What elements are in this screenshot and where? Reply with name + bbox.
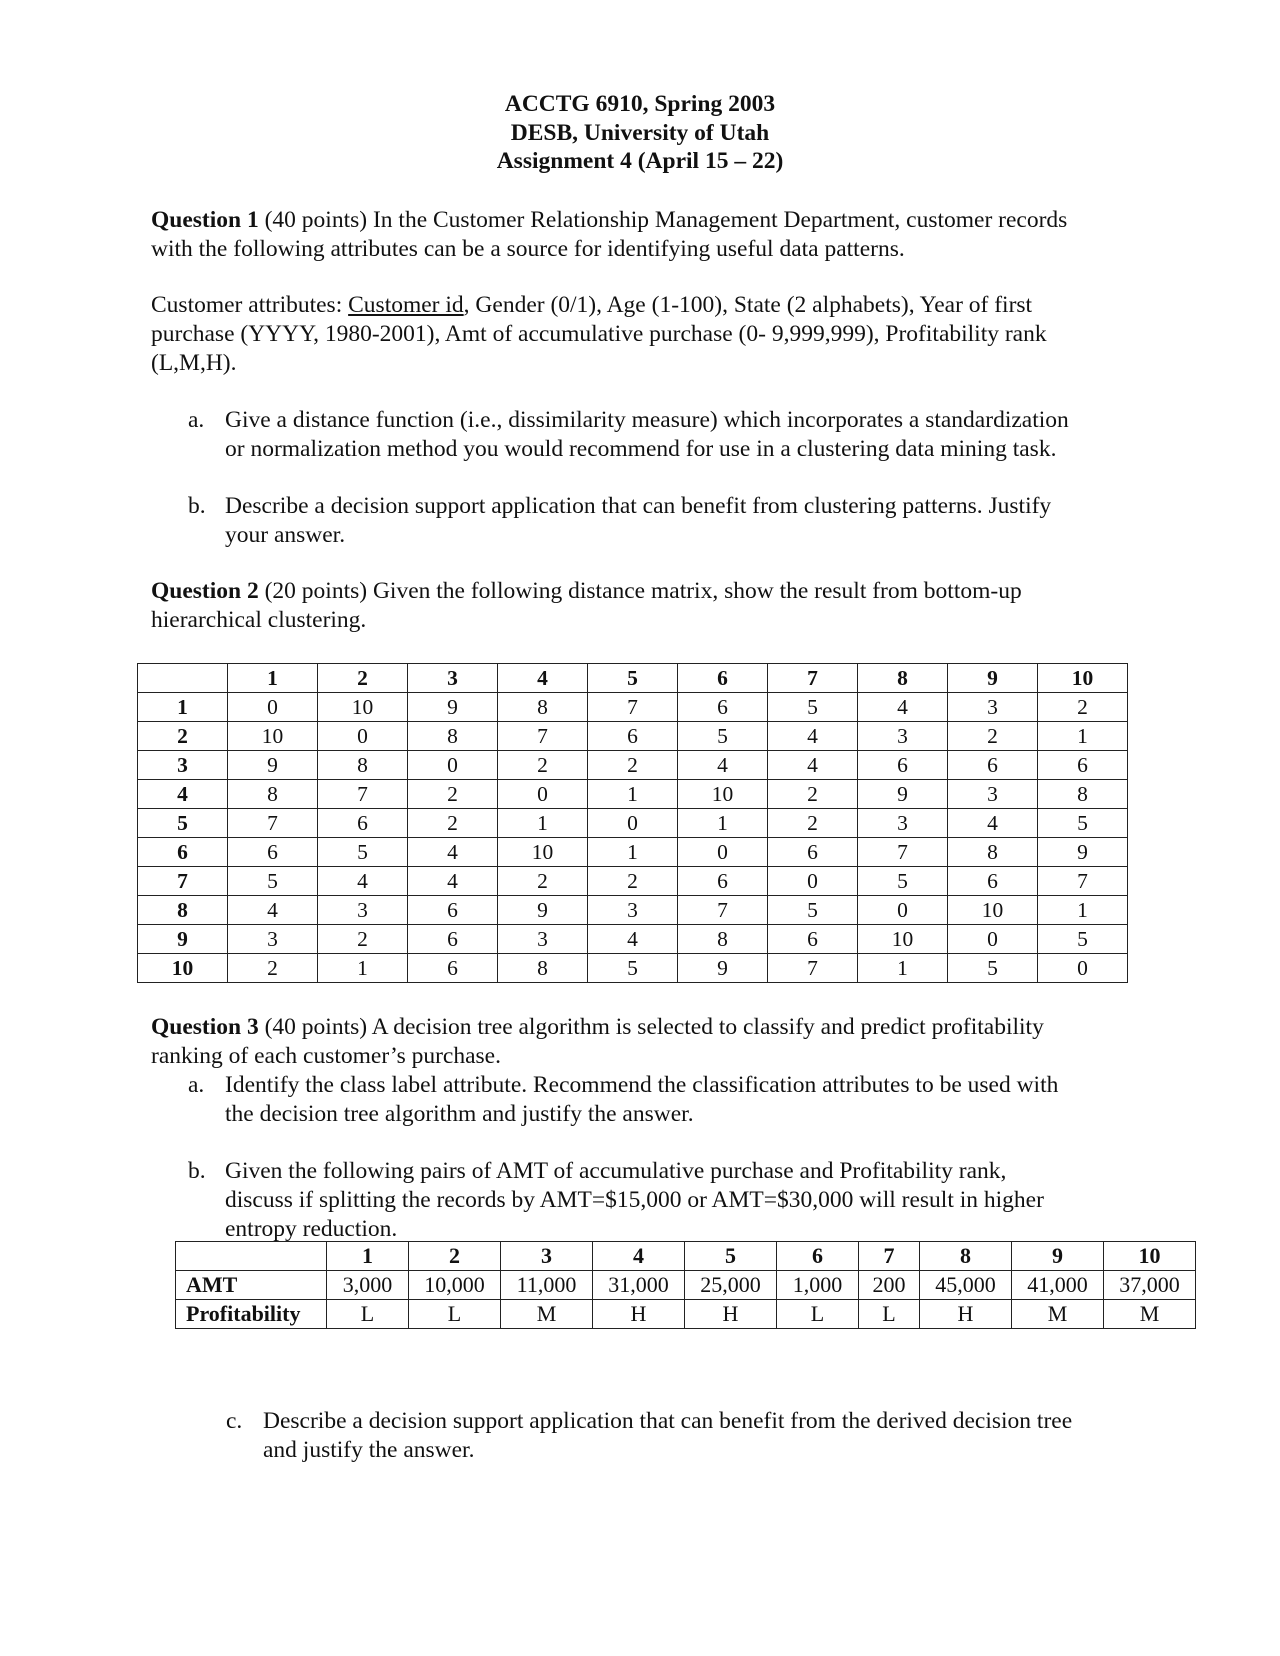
question-3-text: (40 points) A decision tree algorithm is selected to classify and predict profitability — [258, 1014, 1044, 1040]
question-1-text-2: with the following attributes can be a source for identifying useful data patterns. — [151, 236, 905, 262]
matrix-col-header: 10 — [1038, 664, 1128, 693]
matrix-row — [138, 722, 1128, 751]
matrix-cell: 7 — [858, 838, 948, 867]
matrix-row-header: 7 — [138, 867, 228, 896]
matrix-row — [138, 780, 1128, 809]
q3-part-a-marker: a. — [188, 1072, 205, 1098]
matrix-cell: 1 — [1038, 722, 1128, 751]
amt-cell: 1,000 — [777, 1271, 859, 1300]
q3-part-c-line-1: Describe a decision support application that can benefit from the derived decision tree — [263, 1408, 1073, 1434]
matrix-cell: 0 — [948, 925, 1038, 954]
amt-cell: 37,000 — [1104, 1271, 1196, 1300]
matrix-cell: 0 — [1038, 954, 1128, 983]
question-2-label: Question 2 — [151, 578, 259, 604]
amt-row-label: AMT — [176, 1271, 327, 1300]
matrix-cell: 2 — [768, 780, 858, 809]
matrix-cell: 5 — [948, 954, 1038, 983]
matrix-row — [138, 954, 1128, 983]
matrix-row-header: 5 — [138, 809, 228, 838]
document-header — [0, 90, 1280, 176]
matrix-row-header: 6 — [138, 838, 228, 867]
matrix-cell: 10 — [678, 780, 768, 809]
matrix-row-header: 4 — [138, 780, 228, 809]
matrix-cell: 10 — [498, 838, 588, 867]
matrix-cell: 6 — [948, 751, 1038, 780]
matrix-cell: 2 — [498, 751, 588, 780]
matrix-cell: 3 — [498, 925, 588, 954]
matrix-row-header: 9 — [138, 925, 228, 954]
matrix-cell: 4 — [408, 867, 498, 896]
matrix-cell: 6 — [588, 722, 678, 751]
matrix-cell: 2 — [588, 751, 678, 780]
matrix-cell: 7 — [1038, 867, 1128, 896]
matrix-row-header: 2 — [138, 722, 228, 751]
matrix-col-header: 9 — [948, 664, 1038, 693]
amt-col-header: 4 — [593, 1242, 685, 1271]
matrix-cell: 3 — [858, 722, 948, 751]
matrix-cell: 10 — [858, 925, 948, 954]
matrix-cell: 6 — [408, 925, 498, 954]
matrix-cell: 7 — [318, 780, 408, 809]
matrix-cell: 8 — [498, 954, 588, 983]
matrix-cell: 2 — [318, 925, 408, 954]
part-a-line-2: or normalization method you would recommend for use in a clustering data mining task. — [225, 436, 1057, 462]
amt-col-header: 8 — [920, 1242, 1012, 1271]
profitability-cell: H — [593, 1300, 685, 1329]
amt-cell: 200 — [859, 1271, 920, 1300]
amt-cell: 45,000 — [920, 1271, 1012, 1300]
matrix-cell: 8 — [318, 751, 408, 780]
profitability-cell: M — [501, 1300, 593, 1329]
matrix-cell: 2 — [408, 780, 498, 809]
matrix-cell: 1 — [1038, 896, 1128, 925]
question-3-intro — [151, 1013, 1151, 1071]
customer-attributes — [151, 291, 1151, 378]
attributes-text: , Gender (0/1), Age (1-100), State (2 alphabets), Year of first — [463, 292, 1033, 318]
matrix-cell: 9 — [408, 693, 498, 722]
part-b-marker: b. — [188, 493, 206, 519]
matrix-cell: 6 — [858, 751, 948, 780]
matrix-cell: 10 — [228, 722, 318, 751]
matrix-cell: 8 — [498, 693, 588, 722]
matrix-cell: 4 — [678, 751, 768, 780]
matrix-cell: 7 — [588, 693, 678, 722]
part-a-marker: a. — [188, 407, 205, 433]
matrix-cell: 9 — [228, 751, 318, 780]
question-3-label: Question 3 — [151, 1014, 259, 1040]
amt-header-row — [176, 1242, 1196, 1271]
q3-part-b-line-3: entropy reduction. — [225, 1216, 398, 1242]
matrix-cell: 5 — [1038, 809, 1128, 838]
matrix-col-header: 3 — [408, 664, 498, 693]
matrix-row — [138, 925, 1128, 954]
amt-cell: 10,000 — [409, 1271, 501, 1300]
matrix-row — [138, 896, 1128, 925]
matrix-cell: 4 — [768, 751, 858, 780]
matrix-row-header: 10 — [138, 954, 228, 983]
matrix-cell: 2 — [498, 867, 588, 896]
amt-row — [176, 1271, 1196, 1300]
profitability-cell: L — [859, 1300, 920, 1329]
part-b-line-2: your answer. — [225, 522, 346, 548]
profitability-cell: L — [327, 1300, 409, 1329]
amt-col-header: 10 — [1104, 1242, 1196, 1271]
matrix-col-header: 5 — [588, 664, 678, 693]
profitability-row-label: Profitability — [176, 1300, 327, 1329]
profitability-row — [176, 1300, 1196, 1329]
amt-col-header: 3 — [501, 1242, 593, 1271]
amt-cell: 31,000 — [593, 1271, 685, 1300]
matrix-row — [138, 838, 1128, 867]
question-2-intro — [151, 577, 1151, 635]
amt-cell: 11,000 — [501, 1271, 593, 1300]
profitability-cell: M — [1104, 1300, 1196, 1329]
matrix-cell: 2 — [408, 809, 498, 838]
matrix-cell: 3 — [858, 809, 948, 838]
matrix-cell: 7 — [498, 722, 588, 751]
institution: DESB, University of Utah — [510, 119, 770, 146]
part-a-line-1: Give a distance function (i.e., dissimilarity measure) which incorporates a standardization — [225, 407, 1069, 433]
matrix-cell: 6 — [1038, 751, 1128, 780]
matrix-cell: 2 — [588, 867, 678, 896]
q3-part-b-line-2: discuss if splitting the records by AMT=$15,000 or AMT=$30,000 will result in higher — [225, 1187, 1044, 1213]
matrix-cell: 8 — [678, 925, 768, 954]
matrix-cell: 0 — [858, 896, 948, 925]
matrix-cell: 4 — [768, 722, 858, 751]
matrix-cell: 2 — [768, 809, 858, 838]
matrix-cell: 3 — [588, 896, 678, 925]
matrix-cell: 5 — [588, 954, 678, 983]
matrix-cell: 5 — [768, 896, 858, 925]
matrix-cell: 9 — [858, 780, 948, 809]
matrix-cell: 9 — [498, 896, 588, 925]
attributes-text-3: (L,M,H). — [151, 350, 237, 376]
matrix-cell: 8 — [948, 838, 1038, 867]
q3-part-a-line-1: Identify the class label attribute. Recommend the classification attributes to be used with — [225, 1072, 1059, 1098]
matrix-col-header: 7 — [768, 664, 858, 693]
matrix-row-header: 3 — [138, 751, 228, 780]
matrix-cell: 4 — [228, 896, 318, 925]
matrix-cell: 6 — [408, 896, 498, 925]
matrix-cell: 6 — [678, 867, 768, 896]
q3-part-c-marker: c. — [226, 1408, 243, 1434]
matrix-cell: 5 — [768, 693, 858, 722]
distance-matrix — [137, 663, 1128, 983]
matrix-cell: 0 — [768, 867, 858, 896]
matrix-cell: 0 — [318, 722, 408, 751]
matrix-cell: 10 — [948, 896, 1038, 925]
matrix-cell: 6 — [768, 925, 858, 954]
matrix-cell: 0 — [408, 751, 498, 780]
matrix-cell: 4 — [588, 925, 678, 954]
amt-col-header: 7 — [859, 1242, 920, 1271]
matrix-col-header: 8 — [858, 664, 948, 693]
profitability-cell: H — [685, 1300, 777, 1329]
profitability-cell: L — [409, 1300, 501, 1329]
matrix-header-row — [138, 664, 1128, 693]
course-title: ACCTG 6910, Spring 2003 — [504, 91, 776, 117]
matrix-col-header: 2 — [318, 664, 408, 693]
matrix-cell: 3 — [318, 896, 408, 925]
q3-part-b-marker: b. — [188, 1158, 206, 1184]
attributes-prefix: Customer attributes: — [151, 292, 349, 318]
matrix-cell: 5 — [678, 722, 768, 751]
matrix-cell: 6 — [408, 954, 498, 983]
matrix-cell: 0 — [498, 780, 588, 809]
profitability-cell: M — [1012, 1300, 1104, 1329]
matrix-cell: 1 — [498, 809, 588, 838]
matrix-cell: 7 — [678, 896, 768, 925]
part-b-line-1: Describe a decision support application that can benefit from clustering patterns. Justify — [225, 493, 1052, 519]
matrix-cell: 5 — [858, 867, 948, 896]
amt-col-header: 2 — [409, 1242, 501, 1271]
matrix-col-header: 6 — [678, 664, 768, 693]
matrix-cell: 4 — [858, 693, 948, 722]
amt-col-header: 5 — [685, 1242, 777, 1271]
q3-part-c-line-2: and justify the answer. — [263, 1437, 475, 1463]
matrix-cell: 5 — [1038, 925, 1128, 954]
matrix-cell: 6 — [768, 838, 858, 867]
amt-profitability-table — [175, 1241, 1196, 1329]
amt-col-header: 9 — [1012, 1242, 1104, 1271]
amt-corner — [176, 1242, 327, 1271]
matrix-corner — [138, 664, 228, 693]
matrix-cell: 7 — [228, 809, 318, 838]
question-1-intro — [151, 206, 1151, 264]
matrix-cell: 8 — [228, 780, 318, 809]
matrix-cell: 2 — [1038, 693, 1128, 722]
matrix-row — [138, 693, 1128, 722]
matrix-row — [138, 867, 1128, 896]
matrix-row — [138, 751, 1128, 780]
matrix-cell: 6 — [678, 693, 768, 722]
matrix-cell: 2 — [948, 722, 1038, 751]
question-1-label: Question 1 — [151, 207, 259, 233]
matrix-cell: 6 — [948, 867, 1038, 896]
matrix-cell: 4 — [408, 838, 498, 867]
attributes-text-2: purchase (YYYY, 1980-2001), Amt of accumulative purchase (0- 9,999,999), Profitability rank — [151, 321, 1047, 347]
matrix-cell: 2 — [228, 954, 318, 983]
matrix-cell: 8 — [408, 722, 498, 751]
matrix-cell: 5 — [318, 838, 408, 867]
matrix-cell: 9 — [1038, 838, 1128, 867]
matrix-cell: 7 — [768, 954, 858, 983]
amt-cell: 3,000 — [327, 1271, 409, 1300]
q3-part-a-line-2: the decision tree algorithm and justify the answer. — [225, 1101, 694, 1127]
question-2-text: (20 points) Given the following distance matrix, show the result from bottom-up — [258, 578, 1022, 604]
matrix-cell: 8 — [1038, 780, 1128, 809]
question-3-text-2: ranking of each customer’s purchase. — [151, 1043, 501, 1069]
matrix-cell: 6 — [228, 838, 318, 867]
question-2-text-2: hierarchical clustering. — [151, 607, 367, 633]
amt-cell: 41,000 — [1012, 1271, 1104, 1300]
matrix-row-header: 1 — [138, 693, 228, 722]
profitability-cell: H — [920, 1300, 1012, 1329]
matrix-cell: 1 — [588, 838, 678, 867]
attributes-key: Customer id — [348, 292, 464, 318]
matrix-cell: 5 — [228, 867, 318, 896]
amt-col-header: 6 — [777, 1242, 859, 1271]
assignment-title: Assignment 4 (April 15 – 22) — [496, 148, 784, 174]
matrix-cell: 0 — [588, 809, 678, 838]
matrix-cell: 0 — [678, 838, 768, 867]
matrix-col-header: 1 — [228, 664, 318, 693]
matrix-cell: 9 — [678, 954, 768, 983]
matrix-cell: 1 — [318, 954, 408, 983]
matrix-cell: 10 — [318, 693, 408, 722]
matrix-row — [138, 809, 1128, 838]
matrix-cell: 1 — [588, 780, 678, 809]
matrix-cell: 4 — [948, 809, 1038, 838]
q3-part-b-line-1: Given the following pairs of AMT of accumulative purchase and Profitability rank, — [225, 1158, 1007, 1184]
profitability-cell: L — [777, 1300, 859, 1329]
matrix-cell: 1 — [678, 809, 768, 838]
matrix-cell: 3 — [948, 693, 1038, 722]
matrix-cell: 4 — [318, 867, 408, 896]
matrix-cell: 1 — [858, 954, 948, 983]
matrix-cell: 3 — [948, 780, 1038, 809]
matrix-row-header: 8 — [138, 896, 228, 925]
matrix-col-header: 4 — [498, 664, 588, 693]
amt-cell: 25,000 — [685, 1271, 777, 1300]
matrix-cell: 0 — [228, 693, 318, 722]
question-1-text: (40 points) In the Customer Relationship Management Department, customer records — [258, 207, 1068, 233]
matrix-cell: 3 — [228, 925, 318, 954]
amt-col-header: 1 — [327, 1242, 409, 1271]
matrix-cell: 6 — [318, 809, 408, 838]
